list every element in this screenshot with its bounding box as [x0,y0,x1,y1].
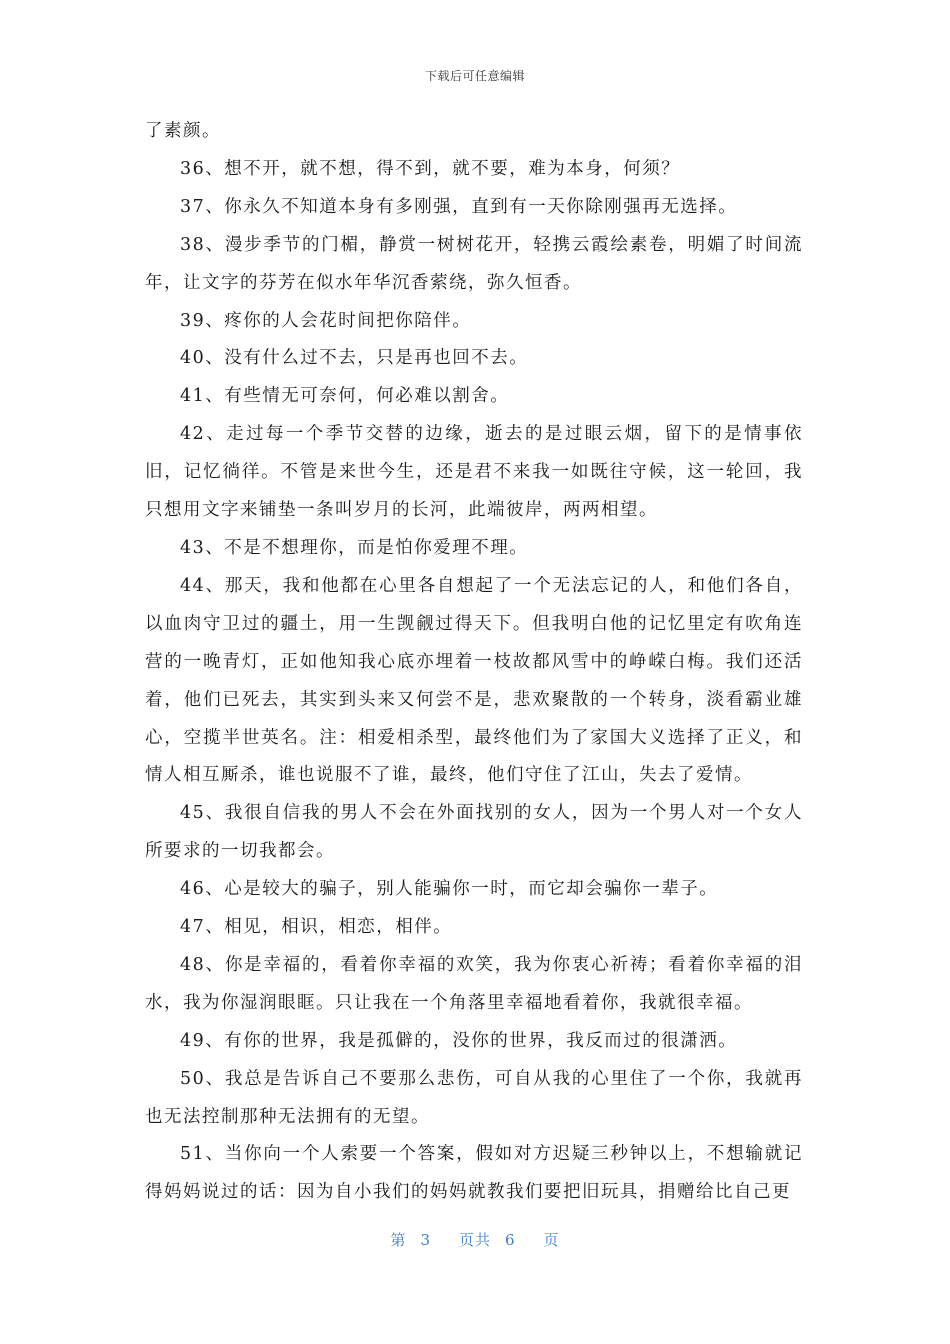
paragraph: 50、我总是告诉自己不要那么悲伤，可自从我的心里住了一个你，我就再也无法控制那种无法拥有的无望。 [145,1068,803,1127]
paragraph: 47、相见，相识，相恋，相伴。 [180,917,453,938]
paragraph: 51、当你向一个人索要一个答案，假如对方迟疑三秒钟以上，不想输就记得妈妈说过的话：因为自小我们的妈妈就教我们要把旧玩具，捐赠给比自己更 [145,1144,803,1203]
paragraph: 了素颜。 [145,121,221,141]
paragraph: 45、我很自信我的男人不会在外面找别的女人，因为一个男人对一个女人所要求的一切我都会。 [145,803,803,862]
current-page-number: 3 [420,1231,431,1249]
paragraph: 42、走过每一个季节交替的边缘，逝去的是过眼云烟，留下的是情事依旧，记忆徜徉。不管是来世今生，还是君不来我一如既往守候，这一轮回，我只想用文字来铺垫一条叫岁月的长河，此端彼岸，两两相望。 [145,424,803,521]
page-label-prefix: 第 [390,1231,407,1249]
page-footer [0,1229,950,1250]
paragraph: 37、你永久不知道本身有多刚强，直到有一天你除刚强再无选择。 [180,196,738,217]
paragraph: 44、那天，我和他都在心里各自想起了一个无法忘记的人，和他们各自，以血肉守卫过的疆土，用一生觊觎过得天下。但我明白他的记忆里定有吹角连营的一晚青灯，正如他知我心底亦埋着一枝故都风雪中的峥嵘白梅。我们还活着，他们已死去，其实到头来又何尝不是，悲欢聚散的一个转身，淡看霸业雄心，空揽半世英名。注：相爱相杀型，最终他们为了家国大义选择了正义，和情人相互厮杀，谁也说服不了谁，最终，他们守住了江山，失去了爱情。 [145,575,803,786]
paragraph: 38、漫步季节的门楣，静赏一树树花开，轻携云霞绘素卷，明媚了时间流年，让文字的芬芳在似水年华沉香萦绕，弥久恒香。 [145,234,803,293]
paragraph: 40、没有什么过不去，只是再也回不去。 [180,348,529,369]
paragraph: 41、有些情无可奈何，何必难以割舍。 [180,386,510,407]
page-label-middle: 页共 [458,1231,491,1249]
total-pages-number: 6 [505,1231,516,1249]
paragraph: 46、心是较大的骗子，别人能骗你一时，而它却会骗你一辈子。 [180,879,719,900]
page-label-suffix: 页 [543,1231,560,1249]
paragraph: 36、想不开，就不想，得不到，就不要，难为本身，何须？ [180,158,681,179]
paragraph: 43、不是不想理你，而是怕你爱理不理。 [180,537,529,558]
paragraph: 49、有你的世界，我是孤僻的，没你的世界，我反而过的很潇洒。 [180,1030,738,1051]
document-body [145,113,803,1212]
paragraph: 48、你是幸福的，看着你幸福的欢笑，我为你衷心祈祷；看着你幸福的泪水，我为你湿润眼眶。只让我在一个角落里幸福地看着你，我就很幸福。 [145,954,803,1013]
page-header: 下载后可任意编辑 [424,69,525,83]
paragraph: 39、疼你的人会花时间把你陪伴。 [180,310,472,331]
